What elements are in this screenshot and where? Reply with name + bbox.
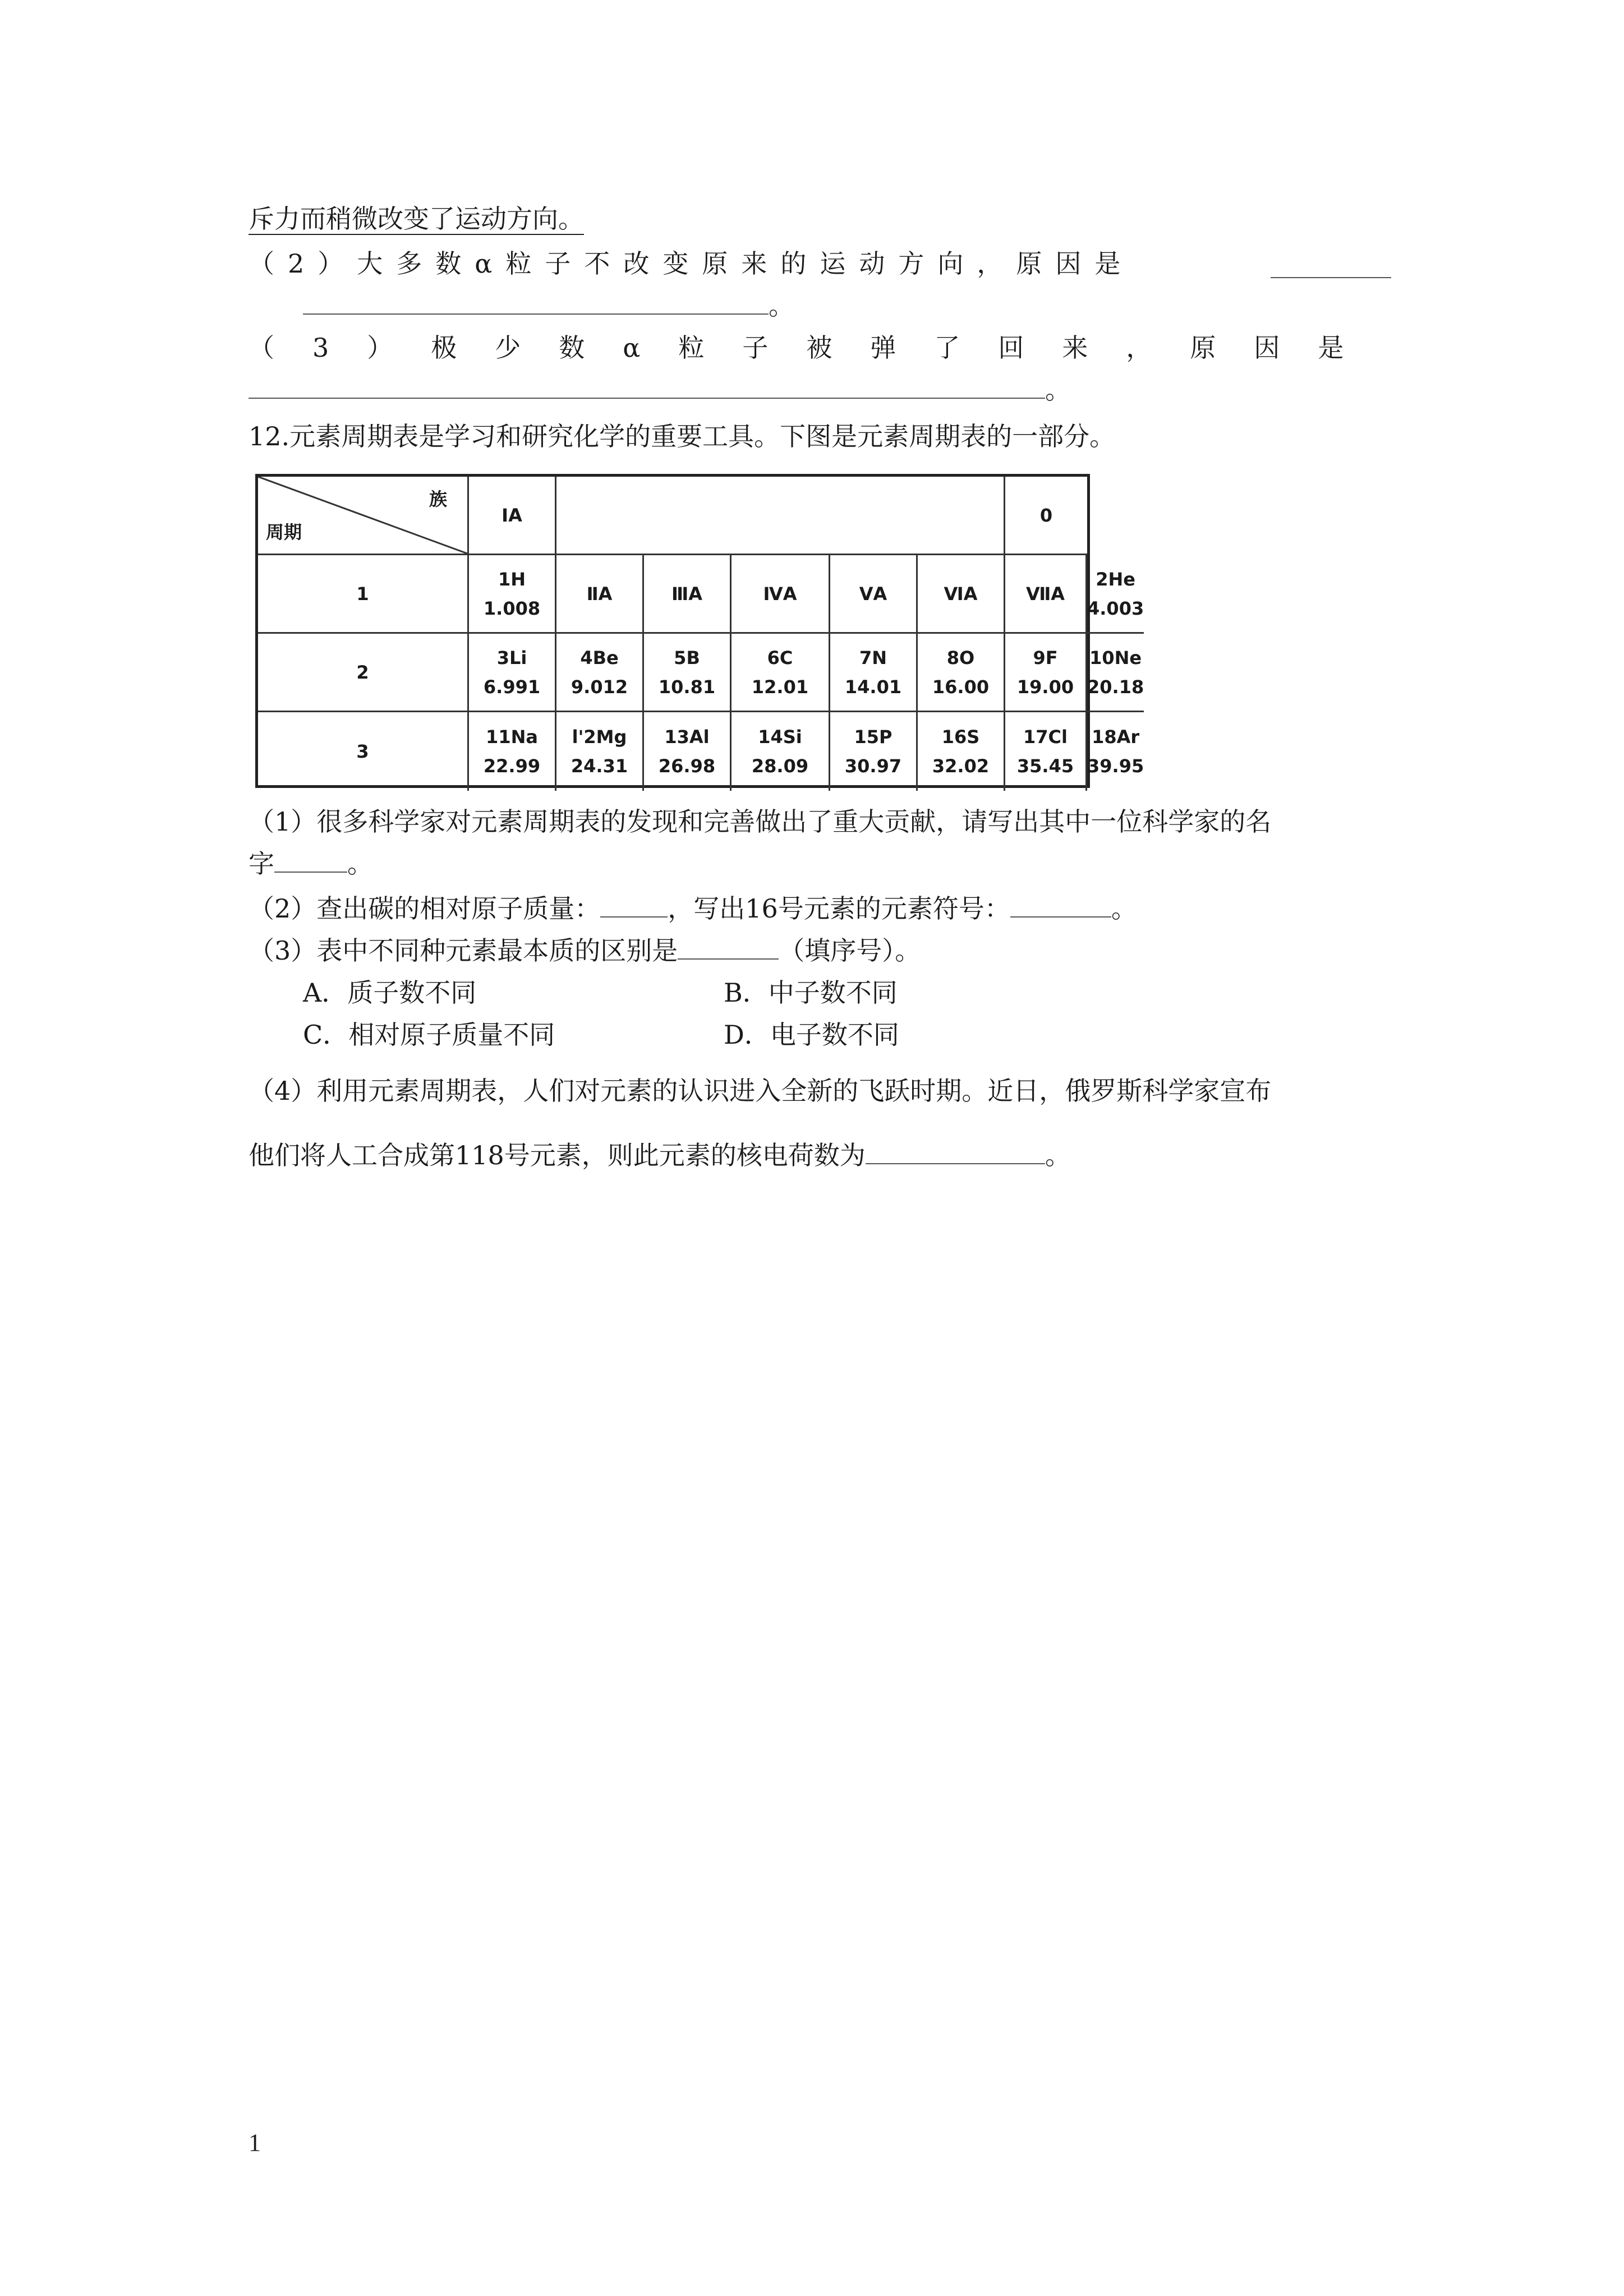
element-cell — [918, 712, 1005, 791]
element-symbol: 3Li — [496, 647, 527, 668]
corner-group-label: 族 — [429, 488, 447, 510]
atomic-mass: 4.003 — [1087, 597, 1144, 619]
element-symbol: ⅥA — [944, 583, 978, 605]
table-corner — [258, 477, 469, 555]
atomic-mass: 6.991 — [483, 676, 541, 698]
question-2: （2）大多数α粒子不改变原来的运动方向，原因是 — [249, 248, 1134, 279]
element-cell — [1087, 555, 1144, 634]
header-zero: 0 — [1005, 477, 1087, 555]
element-symbol: 4Be — [580, 647, 619, 668]
element-symbol: 17Cl — [1023, 726, 1068, 748]
subquestion-3: （3）表中不同种元素最本质的区别是 （填序号）。 — [249, 934, 921, 967]
question-3: （3）极少数α粒子被弹了回来，原因是 — [249, 333, 1382, 363]
atomic-mass: 22.99 — [483, 755, 541, 777]
subquestion-2: （2）查出碳的相对原子质量： ，写出16号元素的元素符号： 。 — [249, 892, 1137, 925]
subquestion-1: （1）很多科学家对元素周期表的发现和完善做出了重大贡献，请写出其中一位科学家的名 — [249, 806, 1272, 837]
question-2-cont: 。 — [303, 289, 794, 322]
atomic-mass: 1.008 — [483, 597, 541, 619]
element-symbol: 13Al — [664, 726, 710, 748]
atomic-mass: 32.02 — [932, 755, 990, 777]
period-label: 3 — [258, 712, 469, 791]
element-cell — [1005, 712, 1087, 791]
element-symbol: l'2Mg — [572, 726, 627, 748]
atomic-mass: 35.45 — [1016, 755, 1074, 777]
atomic-mass: 19.00 — [1016, 676, 1074, 698]
atomic-mass: 30.97 — [844, 755, 902, 777]
answer-blank-2b[interactable] — [303, 289, 769, 315]
element-symbol: 10Ne — [1089, 647, 1142, 668]
header-gap — [556, 477, 1005, 555]
element-symbol: ⅣA — [763, 583, 797, 605]
element-cell — [469, 634, 556, 712]
element-cell — [830, 634, 918, 712]
element-symbol: ⅡA — [586, 583, 613, 605]
periodic-table — [255, 474, 1144, 788]
element-symbol: 6C — [767, 647, 793, 668]
element-symbol: 9F — [1033, 647, 1058, 668]
element-symbol: ⅤA — [859, 583, 887, 605]
element-symbol: 2He — [1096, 568, 1135, 590]
element-cell — [556, 634, 644, 712]
atomic-mass: 10.81 — [658, 676, 716, 698]
answer-blank-s4[interactable] — [866, 1138, 1045, 1164]
option-a: A．质子数不同 — [303, 978, 477, 1008]
element-cell — [469, 712, 556, 791]
element-symbol: ⅢA — [671, 583, 702, 605]
subquestion-4: （4）利用元素周期表，人们对元素的认识进入全新的飞跃时期。近日，俄罗斯科学家宣布 — [249, 1076, 1272, 1106]
element-cell — [732, 634, 830, 712]
answer-blank-s1[interactable] — [274, 847, 347, 873]
answer-blank-2a[interactable] — [1271, 252, 1391, 278]
atomic-mass: 26.98 — [658, 755, 716, 777]
option-d: D．电子数不同 — [724, 1020, 899, 1050]
element-cell — [644, 712, 732, 791]
answer-blank-s3[interactable] — [678, 934, 779, 960]
answer-blank-3[interactable] — [249, 373, 1045, 399]
atomic-mass: 20.18 — [1087, 676, 1144, 698]
element-symbol: 16S — [941, 726, 980, 748]
element-symbol: 15P — [854, 726, 892, 748]
element-cell — [556, 555, 644, 634]
element-cell — [644, 634, 732, 712]
element-cell — [830, 555, 918, 634]
atomic-mass: 24.31 — [571, 755, 628, 777]
answer-blank-s2b[interactable] — [1010, 892, 1111, 918]
corner-period-label: 周期 — [266, 522, 302, 543]
element-symbol: 5B — [674, 647, 700, 668]
page-number: 1 — [249, 2129, 261, 2156]
atomic-mass: 16.00 — [932, 676, 990, 698]
element-symbol: 1H — [498, 568, 526, 590]
atomic-mass: 39.95 — [1087, 755, 1144, 777]
option-c: C．相对原子质量不同 — [303, 1020, 555, 1050]
element-symbol: 8O — [946, 647, 975, 668]
subquestion-4-cont: 他们将人工合成第118号元素，则此元素的核电荷数为 。 — [249, 1138, 1071, 1172]
element-symbol: 18Ar — [1092, 726, 1140, 748]
element-cell — [918, 555, 1005, 634]
option-b: B．中子数不同 — [724, 978, 898, 1008]
question-12: 12.元素周期表是学习和研究化学的重要工具。下图是元素周期表的一部分。 — [249, 421, 1116, 451]
header-ia: IA — [469, 477, 556, 555]
period-label: 1 — [258, 555, 469, 634]
atomic-mass: 9.012 — [571, 676, 628, 698]
atomic-mass: 14.01 — [844, 676, 902, 698]
element-cell — [1005, 634, 1087, 712]
element-cell — [556, 712, 644, 791]
answer-blank-s2a[interactable] — [600, 892, 668, 918]
element-cell — [918, 634, 1005, 712]
subquestion-1-cont: 字 。 — [249, 847, 373, 880]
element-cell — [644, 555, 732, 634]
element-cell — [732, 555, 830, 634]
element-cell — [732, 712, 830, 791]
element-cell — [830, 712, 918, 791]
atomic-mass: 12.01 — [751, 676, 809, 698]
element-symbol: 7N — [859, 647, 887, 668]
line-fragment: 斥力而稍微改变了运动方向。 — [249, 204, 584, 234]
element-cell — [1087, 712, 1144, 791]
element-symbol: 14Si — [758, 726, 802, 748]
element-symbol: ⅦA — [1025, 583, 1065, 605]
period-label: 2 — [258, 634, 469, 712]
element-cell — [1005, 555, 1087, 634]
element-cell — [469, 555, 556, 634]
element-symbol: 11Na — [486, 726, 538, 748]
element-cell — [1087, 634, 1144, 712]
atomic-mass: 28.09 — [751, 755, 809, 777]
question-3-cont: 。 — [249, 373, 1071, 407]
